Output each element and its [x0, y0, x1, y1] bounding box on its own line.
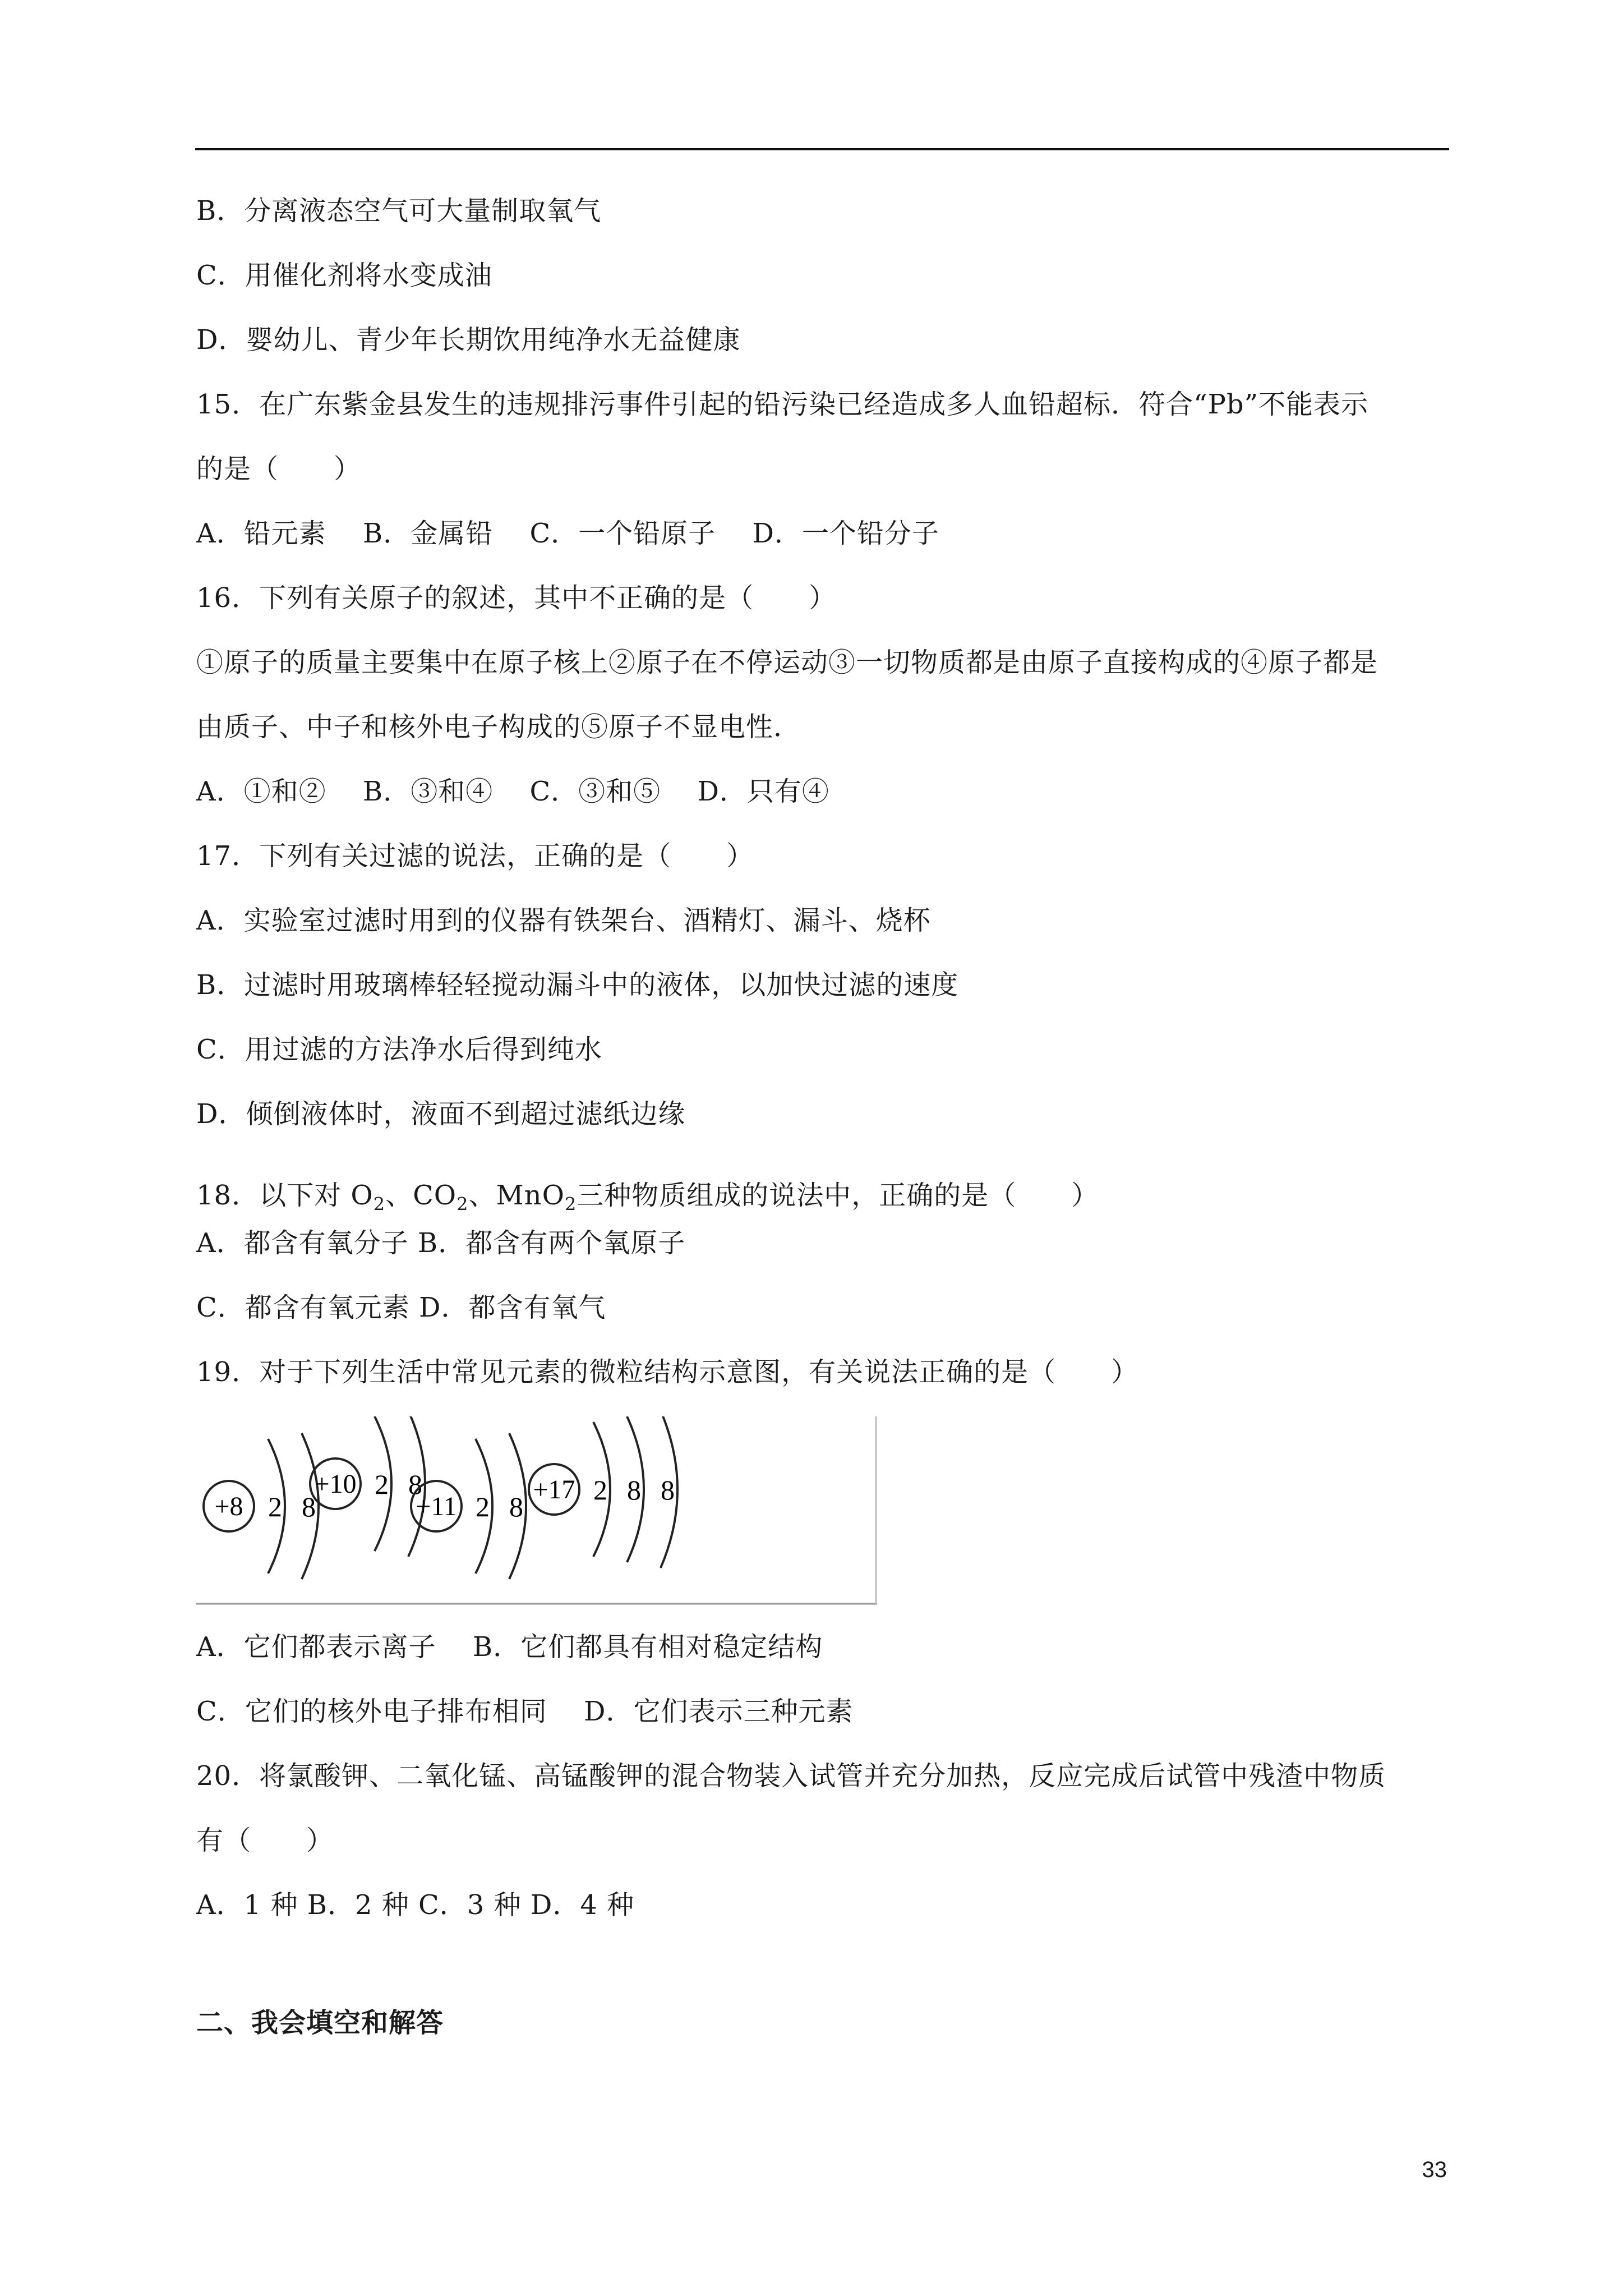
text-line: A．铅元素 B．金属铅 C．一个铅原子 D．一个铅分子 — [196, 518, 939, 549]
text-line: 有（ ） — [196, 1825, 334, 1856]
shell-electron-count: 8 — [302, 1491, 316, 1522]
text-line: C．它们的核外电子排布相同 D．它们表示三种元素 — [196, 1696, 854, 1727]
nucleus-charge: +10 — [314, 1469, 357, 1499]
text-line: 17．下列有关过滤的说法，正确的是（ ） — [196, 840, 754, 872]
text-line: A．都含有氧分子 B．都含有两个氧原子 — [196, 1227, 686, 1259]
section-heading: 二、我会填空和解答 — [196, 2007, 444, 2039]
particle-diagram — [204, 1433, 319, 1579]
text-line: B．过滤时用玻璃棒轻轻搅动漏斗中的液体，以加快过滤的速度 — [196, 969, 959, 1001]
text-line: A．①和② B．③和④ C．③和⑤ D．只有④ — [196, 776, 829, 807]
question-18: 18．以下对 $O_2$、$CO_2$、MnO$_2$三种物质组成的说法中，正确的是（ ） — [196, 1180, 1099, 1215]
text-line: C．用催化剂将水变成油 — [196, 260, 492, 291]
text-line: B．分离液态空气可大量制取氧气 — [196, 195, 602, 227]
text-line: A．1 种 B．2 种 C．3 种 D．4 种 — [196, 1889, 635, 1921]
text-line: ①原子的质量主要集中在原子核上②原子在不停运动③一切物质都是由原子直接构成的④原子都是 — [196, 647, 1378, 678]
shell-electron-count: 2 — [268, 1491, 282, 1522]
header-rule — [195, 148, 1449, 150]
particle-diagram — [310, 1416, 425, 1557]
text-line: 20．将氯酸钾、二氧化锰、高锰酸钾的混合物装入试管并充分加热，反应完成后试管中残渣中物质 — [196, 1760, 1386, 1792]
shell-electron-count: 8 — [661, 1474, 675, 1506]
text-line: 15．在广东紫金县发生的违规排污事件引起的铅污染已经造成多人血铅超标．符合“Pb”不能表示 — [196, 389, 1369, 420]
text-line: C．用过滤的方法净水后得到纯水 — [196, 1034, 602, 1065]
shell-electron-count: 8 — [509, 1491, 523, 1522]
text-line: A．实验室过滤时用到的仪器有铁架台、酒精灯、漏斗、烧杯 — [196, 905, 931, 936]
shell-electron-count: 8 — [627, 1474, 641, 1506]
text-line: D．婴幼儿、青少年长期饮用纯净水无益健康 — [196, 324, 741, 356]
text-line: 的是（ ） — [196, 453, 362, 485]
text-line: D．倾倒液体时，液面不到超过滤纸边缘 — [196, 1098, 686, 1130]
nucleus-charge: +17 — [533, 1475, 575, 1504]
shell-electron-count: 2 — [476, 1491, 490, 1522]
text-line: 16．下列有关原子的叙述，其中不正确的是（ ） — [196, 582, 837, 614]
particle-diagram — [529, 1416, 677, 1568]
particle-diagram — [411, 1433, 526, 1579]
text-line: 由质子、中子和核外电子构成的⑤原子不显电性． — [196, 711, 801, 743]
shell-electron-count: 2 — [375, 1469, 389, 1500]
atomic-structure-diagram — [195, 1416, 878, 1607]
shell-electron-count: 2 — [593, 1474, 607, 1506]
text-line: A．它们都表示离子 B．它们都具有相对稳定结构 — [196, 1631, 823, 1663]
text-line: 19．对于下列生活中常见元素的微粒结构示意图，有关说法正确的是（ ） — [196, 1356, 1139, 1388]
shell-electron-count: 8 — [408, 1469, 422, 1500]
text-line: C．都含有氧元素 D．都含有氧气 — [196, 1292, 606, 1323]
page-number: 33 — [1422, 2157, 1447, 2182]
nucleus-charge: +11 — [416, 1492, 457, 1521]
nucleus-charge: +8 — [214, 1492, 243, 1521]
